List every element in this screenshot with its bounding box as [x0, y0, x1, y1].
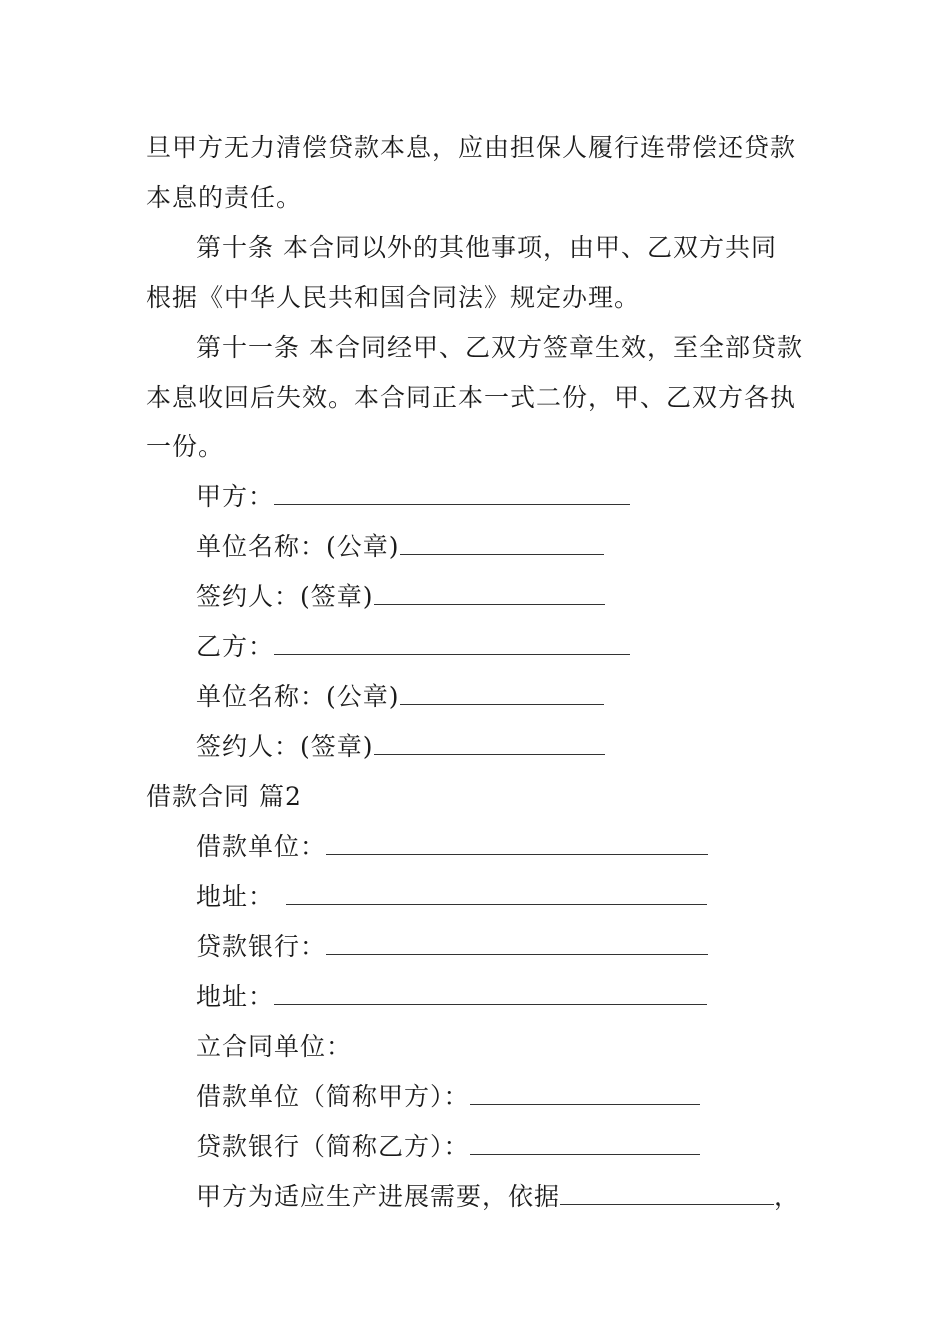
basis-blank[interactable] [560, 1182, 774, 1205]
address-2-blank[interactable] [274, 982, 707, 1005]
unit-a-label: 单位名称：(公章) [196, 532, 400, 561]
bank-short-label: 贷款银行（简称乙方）： [196, 1132, 470, 1161]
unit-a-field [196, 532, 604, 562]
unit-b-field [196, 682, 604, 712]
address-2-label: 地址： [196, 982, 275, 1011]
article-10-line: 根据《中华人民共和国合同法》规定办理。 [146, 283, 641, 312]
signer-a-blank[interactable] [374, 582, 605, 605]
parties-heading: 立合同单位： [196, 1032, 353, 1061]
signer-b-field [196, 732, 605, 762]
section-heading: 借款合同 篇2 [146, 782, 302, 811]
article-11-line: 一份。 [146, 432, 225, 461]
signer-a-field [196, 582, 605, 612]
address-1-field [196, 882, 707, 912]
party-b-blank[interactable] [274, 632, 630, 655]
signer-b-label: 签约人：(签章) [196, 732, 374, 761]
party-a-blank[interactable] [274, 482, 630, 505]
basis-label: 甲方为适应生产进展需要，依据 [196, 1182, 561, 1211]
paragraph-line: 旦甲方无力清偿贷款本息，应由担保人履行连带偿还贷款 [146, 133, 797, 162]
borrower-short-blank[interactable] [470, 1082, 700, 1105]
article-11-line: 本息收回后失效。本合同正本一式二份，甲、乙双方各执 [146, 383, 797, 412]
unit-b-label: 单位名称：(公章) [196, 682, 400, 711]
bank-short-field [196, 1132, 700, 1162]
borrower-field [196, 832, 708, 862]
article-11-line: 第十一条 本合同经甲、乙双方签章生效，至全部贷款 [196, 333, 803, 362]
basis-line [196, 1182, 800, 1212]
borrower-label: 借款单位： [196, 832, 327, 861]
address-1-blank[interactable] [286, 882, 707, 905]
bank-blank[interactable] [326, 932, 708, 955]
party-b-field [196, 632, 630, 662]
signer-a-label: 签约人：(签章) [196, 582, 374, 611]
party-a-label: 甲方： [196, 482, 275, 511]
borrower-short-field [196, 1082, 700, 1112]
article-10-line: 第十条 本合同以外的其他事项，由甲、乙双方共同 [196, 233, 777, 262]
bank-field [196, 932, 708, 962]
address-1-label: 地址： [196, 882, 275, 911]
party-b-label: 乙方： [196, 632, 275, 661]
party-a-field [196, 482, 630, 512]
bank-short-blank[interactable] [470, 1132, 700, 1155]
borrower-short-label: 借款单位（简称甲方）： [196, 1082, 470, 1111]
unit-a-blank[interactable] [400, 532, 604, 555]
signer-b-blank[interactable] [374, 732, 605, 755]
paragraph-line: 本息的责任。 [146, 183, 303, 212]
address-2-field [196, 982, 707, 1012]
unit-b-blank[interactable] [400, 682, 604, 705]
basis-suffix: ， [774, 1182, 801, 1211]
borrower-blank[interactable] [326, 832, 708, 855]
bank-label: 贷款银行： [196, 932, 327, 961]
